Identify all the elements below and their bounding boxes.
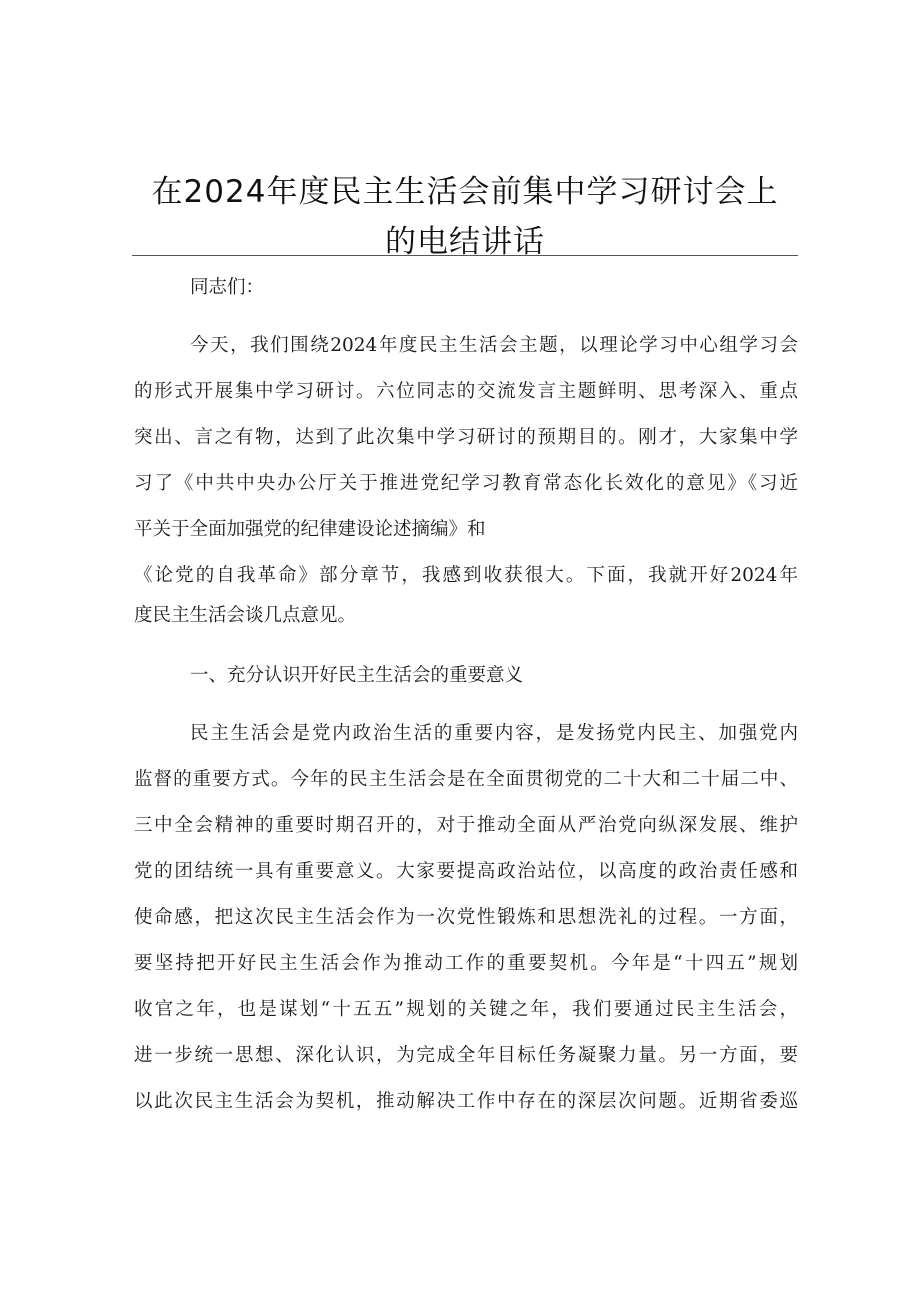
salutation: 同志们： xyxy=(190,277,265,298)
paragraph-line: 今天，我们围绕2024年度民主生活会主题，以理论学习中心组学习会 xyxy=(190,335,798,356)
section-heading: 一、充分认识开好民主生活会的重要意义 xyxy=(190,665,524,686)
paragraph-line: 突出、言之有物，达到了此次集中学习研讨的预期目的。刚才，大家集中学 xyxy=(134,427,798,448)
paragraph-line: 要坚持把开好民主生活会作为推动工作的重要契机。今年是“十四五”规划 xyxy=(134,953,798,974)
document-title-line-2: 的电结讲话 xyxy=(385,224,545,260)
paragraph-line: 平关于全面加强党的纪律建设论述摘编》和 xyxy=(134,519,486,540)
paragraph-line: 收官之年，也是谋划“十五五”规划的关键之年，我们要通过民主生活会， xyxy=(134,999,798,1020)
paragraph-line: 监督的重要方式。今年的民主生活会是在全面贯彻党的二十大和二十届二中、 xyxy=(134,769,798,790)
paragraph-line: 《论党的自我革命》部分章节，我感到收获很大。下面，我就开好2024年 xyxy=(134,565,798,586)
paragraph-line: 习了《中共中央办公厅关于推进党纪学习教育常态化长效化的意见》《习近 xyxy=(134,473,798,494)
paragraph-line: 的形式开展集中学习研讨。六位同志的交流发言主题鲜明、思考深入、重点 xyxy=(134,381,798,402)
paragraph-line: 度民主生活会谈几点意见。 xyxy=(134,605,357,626)
paragraph-line: 以此次民主生活会为契机，推动解决工作中存在的深层次问题。近期省委巡 xyxy=(134,1091,798,1112)
paragraph-line: 民主生活会是党内政治生活的重要内容，是发扬党内民主、加强党内 xyxy=(190,723,798,744)
paragraph-line: 党的团结统一具有重要意义。大家要提高政治站位，以高度的政治责任感和 xyxy=(134,861,798,882)
paragraph-line: 进一步统一思想、深化认识，为完成全年目标任务凝聚力量。另一方面，要 xyxy=(134,1045,798,1066)
title-divider xyxy=(132,255,798,256)
paragraph-line: 三中全会精神的重要时期召开的，对于推动全面从严治党向纵深发展、维护 xyxy=(134,815,798,836)
paragraph-line: 使命感，把这次民主生活会作为一次党性锻炼和思想洗礼的过程。一方面， xyxy=(134,907,798,928)
document-title-line-1: 在2024年度民主生活会前集中学习研讨会上 xyxy=(151,174,779,210)
